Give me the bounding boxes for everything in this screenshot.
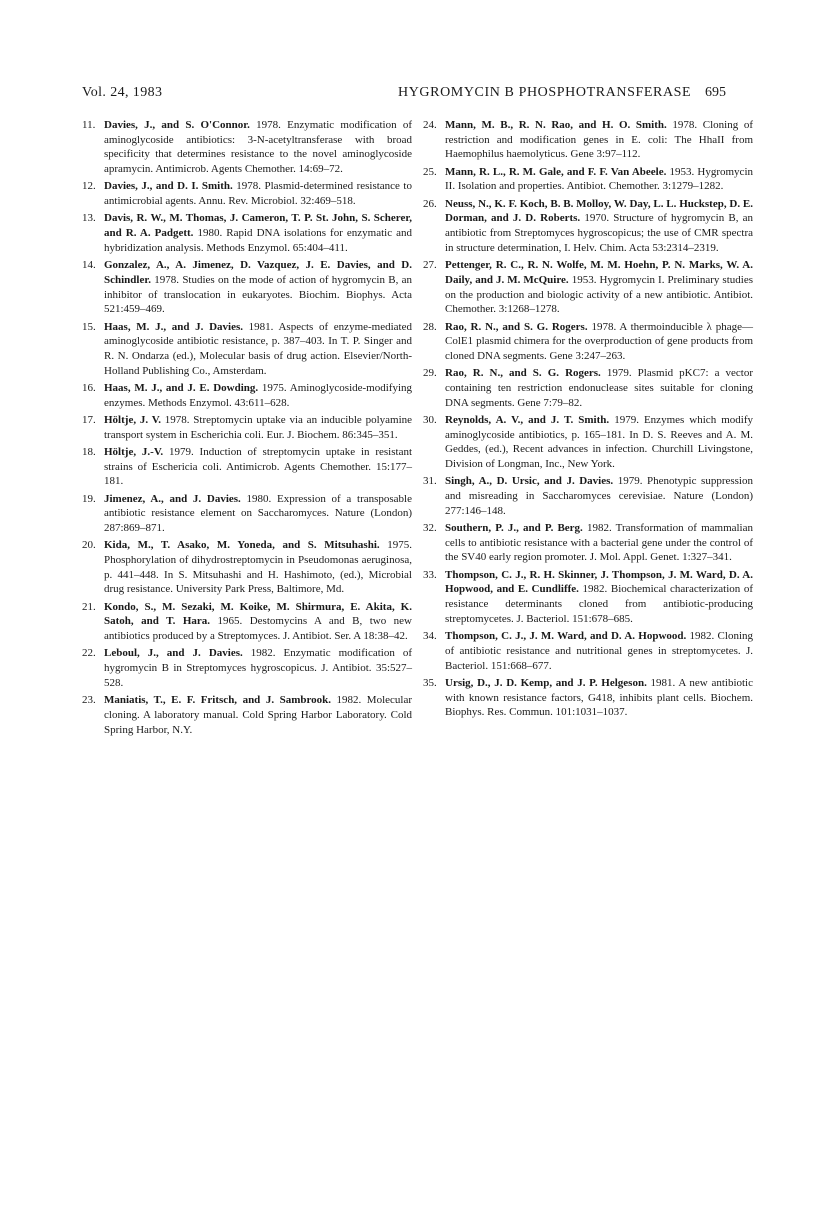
reference-number: 35. bbox=[423, 676, 437, 689]
reference-entry bbox=[423, 568, 753, 627]
reference-authors: Pettenger, R. C., R. N. Wolfe, M. M. Hoehn, P. N. Marks, W. A. Daily, and J. M. McQuire. bbox=[445, 259, 753, 286]
reference-entry bbox=[82, 413, 412, 442]
reference-text: 1980. Rapid DNA isolations for enzymatic and hybridization analysis. Methods Enzymol. 65:404–411. bbox=[104, 227, 413, 254]
reference-authors: Thompson, C. J., J. M. Ward, and D. A. Hopwood. bbox=[445, 630, 687, 643]
reference-number: 25. bbox=[423, 165, 437, 178]
reference-authors: Höltje, J.-V. bbox=[104, 445, 164, 458]
reference-entry bbox=[82, 600, 412, 644]
reference-number: 22. bbox=[82, 647, 96, 660]
reference-authors: Kondo, S., M. Sezaki, M. Koike, M. Shirmura, E. Akita, K. Satoh, and T. Hara. bbox=[104, 600, 412, 628]
reference-entry bbox=[423, 676, 753, 720]
reference-authors: Singh, A., D. Ursic, and J. Davies. bbox=[445, 475, 614, 488]
reference-text: 1982. Cloning of antibiotic resistance and nutritional genes in streptomycetes. J. Bacteriol. 151:668–677. bbox=[445, 630, 754, 672]
reference-entry bbox=[423, 258, 753, 317]
reference-authors: Davies, J., and D. I. Smith. bbox=[104, 180, 233, 193]
reference-entry bbox=[423, 320, 753, 364]
reference-authors: Rao, R. N., and S. G. Rogers. bbox=[445, 367, 601, 380]
reference-entry bbox=[423, 366, 753, 410]
reference-entry bbox=[423, 629, 753, 673]
reference-authors: Mann, M. B., R. N. Rao, and H. O. Smith. bbox=[445, 119, 667, 131]
reference-authors: Reynolds, A. V., and J. T. Smith. bbox=[445, 413, 610, 426]
reference-entry bbox=[82, 179, 412, 208]
reference-entry bbox=[82, 118, 412, 177]
reference-text: 1975. Aminoglycoside-modifying enzymes. Methods Enzymol. 43:611–628. bbox=[104, 381, 412, 409]
references-column-left bbox=[82, 118, 412, 740]
reference-text: 1953. Hygromycin II. Isolation and properties. Antibiot. Chemother. 3:1279–1282. bbox=[445, 165, 753, 193]
reference-entry bbox=[423, 165, 753, 194]
reference-authors: Höltje, J. V. bbox=[104, 413, 161, 426]
reference-text: 1978. A thermoinducible λ phage—ColE1 plasmid chimera for the overproduction of gene products from cloned DNA segments. Gene 3:247–263. bbox=[445, 320, 754, 362]
reference-number: 20. bbox=[82, 539, 96, 552]
reference-entry bbox=[82, 693, 412, 737]
reference-authors: Davis, R. W., M. Thomas, J. Cameron, T. P. St. John, S. Scherer, and R. A. Padgett. bbox=[104, 212, 412, 240]
reference-authors: Southern, P. J., and P. Berg. bbox=[445, 522, 583, 535]
reference-authors: Haas, M. J., and J. Davies. bbox=[104, 320, 243, 333]
reference-authors: Kida, M., T. Asako, M. Yoneda, and S. Mitsuhashi. bbox=[104, 539, 380, 552]
reference-entry bbox=[82, 381, 412, 410]
reference-text: 1980. Expression of a transposable antibiotic resistance element on Saccharomyces. Nature (London) 287:869–871. bbox=[104, 492, 412, 535]
reference-entry bbox=[423, 413, 753, 472]
reference-number: 13. bbox=[82, 212, 96, 225]
reference-entry bbox=[423, 474, 753, 518]
reference-text: 1979. Enzymes which modify aminoglycoside antibiotics, p. 165–181. In D. S. Reeves and A. M. Geddes, (ed.), Recent advances in infection. Churchill Livingstone, Division of Longman, Inc., New York. bbox=[445, 413, 753, 471]
reference-text: 1979. Phenotypic suppression and misreading in Saccharomyces cerevisiae. Nature (London) 277:146–148. bbox=[445, 475, 753, 517]
reference-text: 1978. Studies on the mode of action of hygromycin B, an inhibitor of translocation in eukaryotes. Biochim. Biophys. Acta 521:459–469. bbox=[104, 273, 413, 316]
reference-authors: Maniatis, T., E. F. Fritsch, and J. Sambrook. bbox=[104, 694, 332, 707]
reference-number: 16. bbox=[82, 381, 96, 394]
reference-entry bbox=[82, 646, 412, 690]
reference-number: 23. bbox=[82, 694, 96, 707]
reference-authors: Rao, R. N., and S. G. Rogers. bbox=[445, 320, 588, 333]
reference-entry bbox=[82, 538, 412, 597]
reference-authors: Davies, J., and S. O'Connor. bbox=[104, 119, 250, 131]
reference-entry bbox=[82, 258, 412, 317]
reference-text: 1982. Biochemical characterization of resistance determinants cloned from antibiotic-producing streptomycetes. J. Bacteriol. 151:678–685. bbox=[445, 583, 754, 625]
reference-number: 19. bbox=[82, 492, 96, 505]
page-number: 695 bbox=[705, 85, 726, 100]
reference-text: 1978. Streptomycin uptake via an inducible polyamine transport system in Escherichia coli. Eur. J. Biochem. 86:345–351. bbox=[104, 413, 413, 441]
reference-authors: Neuss, N., K. F. Koch, B. B. Molloy, W. Day, L. L. Huckstep, D. E. Dorman, and J. D. Roberts. bbox=[445, 197, 753, 225]
reference-number: 18. bbox=[82, 445, 96, 458]
reference-entry bbox=[423, 197, 753, 256]
reference-text: 1970. Structure of hygromycin B, an antibiotic from Streptomyces hygroscopicus; the use of CMR spectra in structure determination, I. Helv. Chim. Acta 53:2314–2319. bbox=[445, 212, 753, 254]
reference-authors: Mann, R. L., R. M. Gale, and F. F. Van Abeele. bbox=[445, 165, 667, 178]
reference-text: 1979. Plasmid pKC7: a vector containing ten restriction endonuclease sites suitable for cloning DNA segments. Gene 7:79–82. bbox=[445, 367, 753, 409]
reference-entry bbox=[423, 521, 753, 565]
reference-authors: Gonzalez, A., A. Jimenez, D. Vazquez, J. E. Davies, and D. Schindler. bbox=[104, 259, 412, 286]
reference-number: 21. bbox=[82, 600, 96, 613]
reference-text: 1982. Transformation of mammalian cells to antibiotic resistance with a bacterial gene under the control of the SV40 early region promoter. J. Mol. Appl. Genet. 1:327–341. bbox=[445, 522, 754, 564]
reference-number: 15. bbox=[82, 320, 96, 333]
reference-number: 27. bbox=[423, 259, 437, 272]
reference-number: 30. bbox=[423, 413, 437, 426]
reference-text: 1982. Molecular cloning. A laboratory manual. Cold Spring Harbor Laboratory. Cold Spring Harbor, N.Y. bbox=[104, 694, 413, 736]
reference-entry bbox=[82, 320, 412, 379]
reference-entry bbox=[423, 118, 753, 162]
references-column-right bbox=[423, 118, 753, 723]
page-header bbox=[0, 0, 816, 110]
reference-text: 1981. A new antibiotic with known resistance factors, G418, inhibits plant cells. Biochem. Biophys. Res. Commun. 101:1031–1037. bbox=[445, 676, 753, 719]
reference-number: 28. bbox=[423, 320, 437, 333]
reference-text: 1978. Cloning of restriction and modification genes in E. coli: The HhaII from Haemophilus haemolyticus. Gene 3:97–112. bbox=[445, 119, 753, 161]
running-title: HYGROMYCIN B PHOSPHOTRANSFERASE bbox=[398, 85, 692, 100]
reference-number: 26. bbox=[423, 197, 437, 210]
reference-authors: Leboul, J., and J. Davies. bbox=[104, 647, 243, 660]
reference-number: 32. bbox=[423, 522, 437, 535]
reference-authors: Ursig, D., J. D. Kemp, and J. P. Helgeson. bbox=[445, 676, 647, 689]
reference-text: 1979. Induction of streptomycin uptake in resistant strains of Eschericia coli. Antimicrob. Agents Chemother. 15:177–181. bbox=[104, 445, 413, 488]
reference-entry bbox=[82, 492, 412, 536]
reference-text: 1975. Phosphorylation of dihydrostreptomycin in Pseudomonas aeruginosa, p. 441–448. In S. Mitsuhashi and H. Hashimoto, (ed.), Microbial drug resistance. University Park Press, Baltimore, Md. bbox=[104, 539, 412, 596]
reference-authors: Jimenez, A., and J. Davies. bbox=[104, 492, 241, 505]
reference-number: 14. bbox=[82, 259, 96, 272]
reference-text: 1981. Aspects of enzyme-mediated aminoglycoside antibiotic resistance, p. 387–403. In T. P. Singer and R. N. Ondarza (ed.), Molecular basis of drug action. Elsevier/North-Holland Publishing Co., Amsterdam. bbox=[104, 320, 412, 377]
reference-number: 31. bbox=[423, 475, 437, 488]
reference-entry bbox=[82, 445, 412, 489]
reference-number: 11. bbox=[82, 119, 96, 131]
reference-text: 1982. Enzymatic modification of hygromycin B in Streptomyces hygroscopicus. J. Antibiot. 35:527–528. bbox=[104, 647, 413, 689]
reference-authors: Haas, M. J., and J. E. Dowding. bbox=[104, 381, 259, 394]
reference-text: 1978. Plasmid-determined resistance to antimicrobial agents. Annu. Rev. Microbiol. 32:469–518. bbox=[104, 180, 412, 208]
reference-text: 1965. Destomycins A and B, two new antibiotics produced by a Streptomyces. J. Antibiot. Ser. A 18:38–42. bbox=[104, 615, 413, 643]
reference-text: 1978. Enzymatic modification of aminoglycoside antibiotics: 3-N-acetyltransferase with broad specificity that determines resistance to the novel aminoglycoside apramycin. Antimicrob. Agents Chemother. 14:69–72. bbox=[104, 119, 413, 176]
reference-number: 29. bbox=[423, 367, 437, 380]
reference-number: 24. bbox=[423, 119, 437, 131]
reference-number: 17. bbox=[82, 413, 96, 426]
reference-number: 34. bbox=[423, 630, 437, 643]
reference-number: 33. bbox=[423, 568, 437, 581]
journal-volume: Vol. 24, 1983 bbox=[82, 85, 163, 100]
reference-entry bbox=[82, 211, 412, 255]
reference-number: 12. bbox=[82, 180, 96, 193]
reference-text: 1953. Hygromycin I. Preliminary studies on the production and biologic activity of a new antibiotic. Antibiot. Chemother. 3:1268–1278. bbox=[445, 273, 753, 316]
reference-authors: Thompson, C. J., R. H. Skinner, J. Thompson, J. M. Ward, D. A. Hopwood, and E. Cundliffe. bbox=[445, 568, 753, 596]
